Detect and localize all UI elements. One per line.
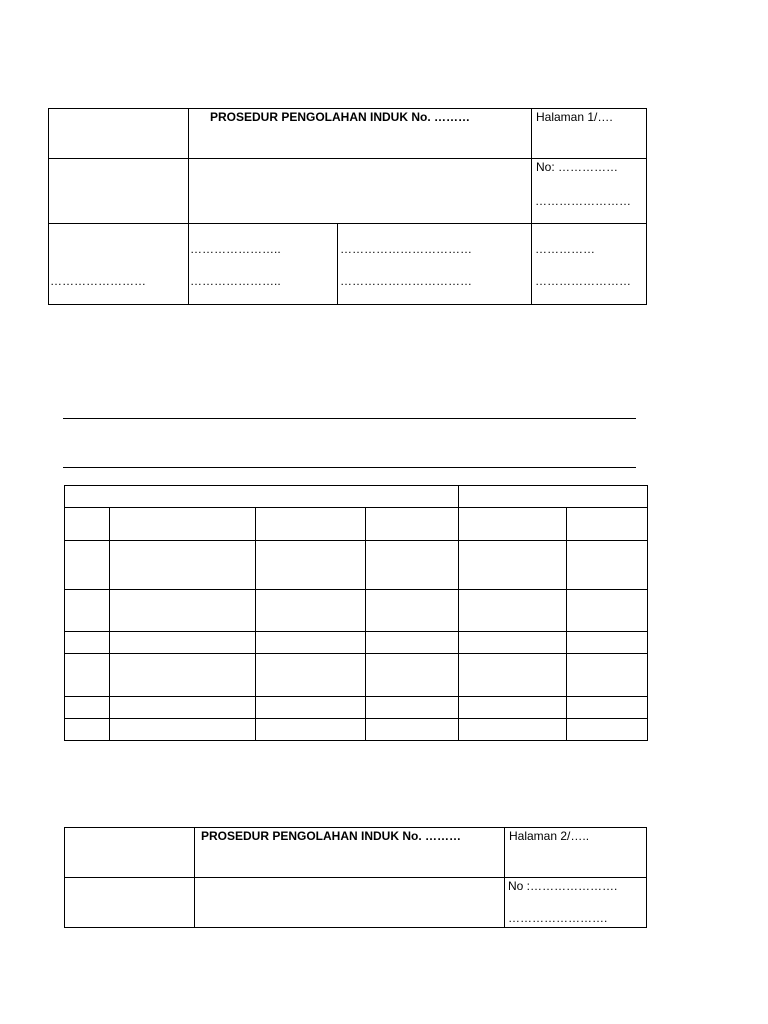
table-cell — [256, 654, 366, 697]
horizontal-rule — [63, 418, 636, 419]
signature-blank: …………………………… — [340, 274, 472, 288]
table-cell — [567, 508, 648, 541]
table-row — [65, 632, 648, 654]
table-cell — [567, 697, 648, 719]
table-cell — [256, 719, 366, 741]
table-cell — [110, 508, 256, 541]
page-number: Halaman 1/…. — [536, 110, 613, 124]
table-cell — [110, 719, 256, 741]
table-cell — [110, 541, 256, 590]
table-cell — [256, 508, 366, 541]
table-cell — [567, 719, 648, 741]
table-cell — [65, 541, 110, 590]
table-row — [65, 654, 648, 697]
table-cell — [366, 632, 459, 654]
header-divider — [48, 223, 647, 224]
table-cell — [459, 719, 567, 741]
signature-blank: ………………….. — [190, 242, 281, 256]
header-divider — [188, 108, 189, 305]
procedure-title: PROSEDUR PENGOLAHAN INDUK No. ……… — [201, 829, 462, 843]
table-cell — [459, 508, 567, 541]
procedure-title: PROSEDUR PENGOLAHAN INDUK No. ……… — [210, 110, 471, 124]
table-cell — [366, 719, 459, 741]
table-cell — [366, 590, 459, 632]
horizontal-rule — [63, 467, 636, 468]
table-cell — [567, 654, 648, 697]
header-divider — [48, 158, 647, 159]
table-cell — [459, 632, 567, 654]
data-table — [64, 485, 648, 741]
document-number-label: No :…………………. — [508, 879, 618, 893]
signature-blank: …………………… — [50, 274, 146, 288]
table-cell — [366, 541, 459, 590]
table-cell — [65, 654, 110, 697]
table-cell — [459, 541, 567, 590]
table-row — [65, 719, 648, 741]
table-header-cell — [459, 486, 648, 508]
table-cell — [567, 590, 648, 632]
table-header-cell — [65, 486, 459, 508]
table-cell — [366, 697, 459, 719]
table-row — [65, 590, 648, 632]
signature-blank: ………………….. — [190, 274, 281, 288]
table-header-row — [65, 486, 648, 508]
table-cell — [567, 541, 648, 590]
table-cell — [256, 697, 366, 719]
table-cell — [65, 719, 110, 741]
table-cell — [459, 697, 567, 719]
table-row — [65, 541, 648, 590]
table-cell — [110, 632, 256, 654]
table-cell — [256, 632, 366, 654]
table-cell — [366, 508, 459, 541]
table-cell — [459, 654, 567, 697]
table-cell — [256, 590, 366, 632]
signature-blank: …………………………… — [340, 242, 472, 256]
signature-blank: …………… — [535, 242, 595, 256]
table-cell — [65, 632, 110, 654]
table-cell — [65, 590, 110, 632]
table-cell — [567, 632, 648, 654]
document-number-label: No: …………… — [536, 160, 619, 174]
document-number-blank: ……………………. — [508, 911, 608, 925]
page-number: Halaman 2/….. — [509, 829, 590, 843]
table-cell — [110, 590, 256, 632]
table-cell — [110, 697, 256, 719]
table-cell — [459, 590, 567, 632]
table-row — [65, 697, 648, 719]
table-cell — [65, 697, 110, 719]
table-cell — [110, 654, 256, 697]
header-divider — [531, 108, 532, 305]
table-cell — [65, 508, 110, 541]
header-divider — [64, 877, 647, 878]
document-number-blank: …………………… — [535, 194, 631, 208]
header-divider — [337, 223, 338, 305]
table-row — [65, 508, 648, 541]
table-cell — [366, 654, 459, 697]
table-cell — [256, 541, 366, 590]
signature-blank: …………………… — [535, 274, 631, 288]
